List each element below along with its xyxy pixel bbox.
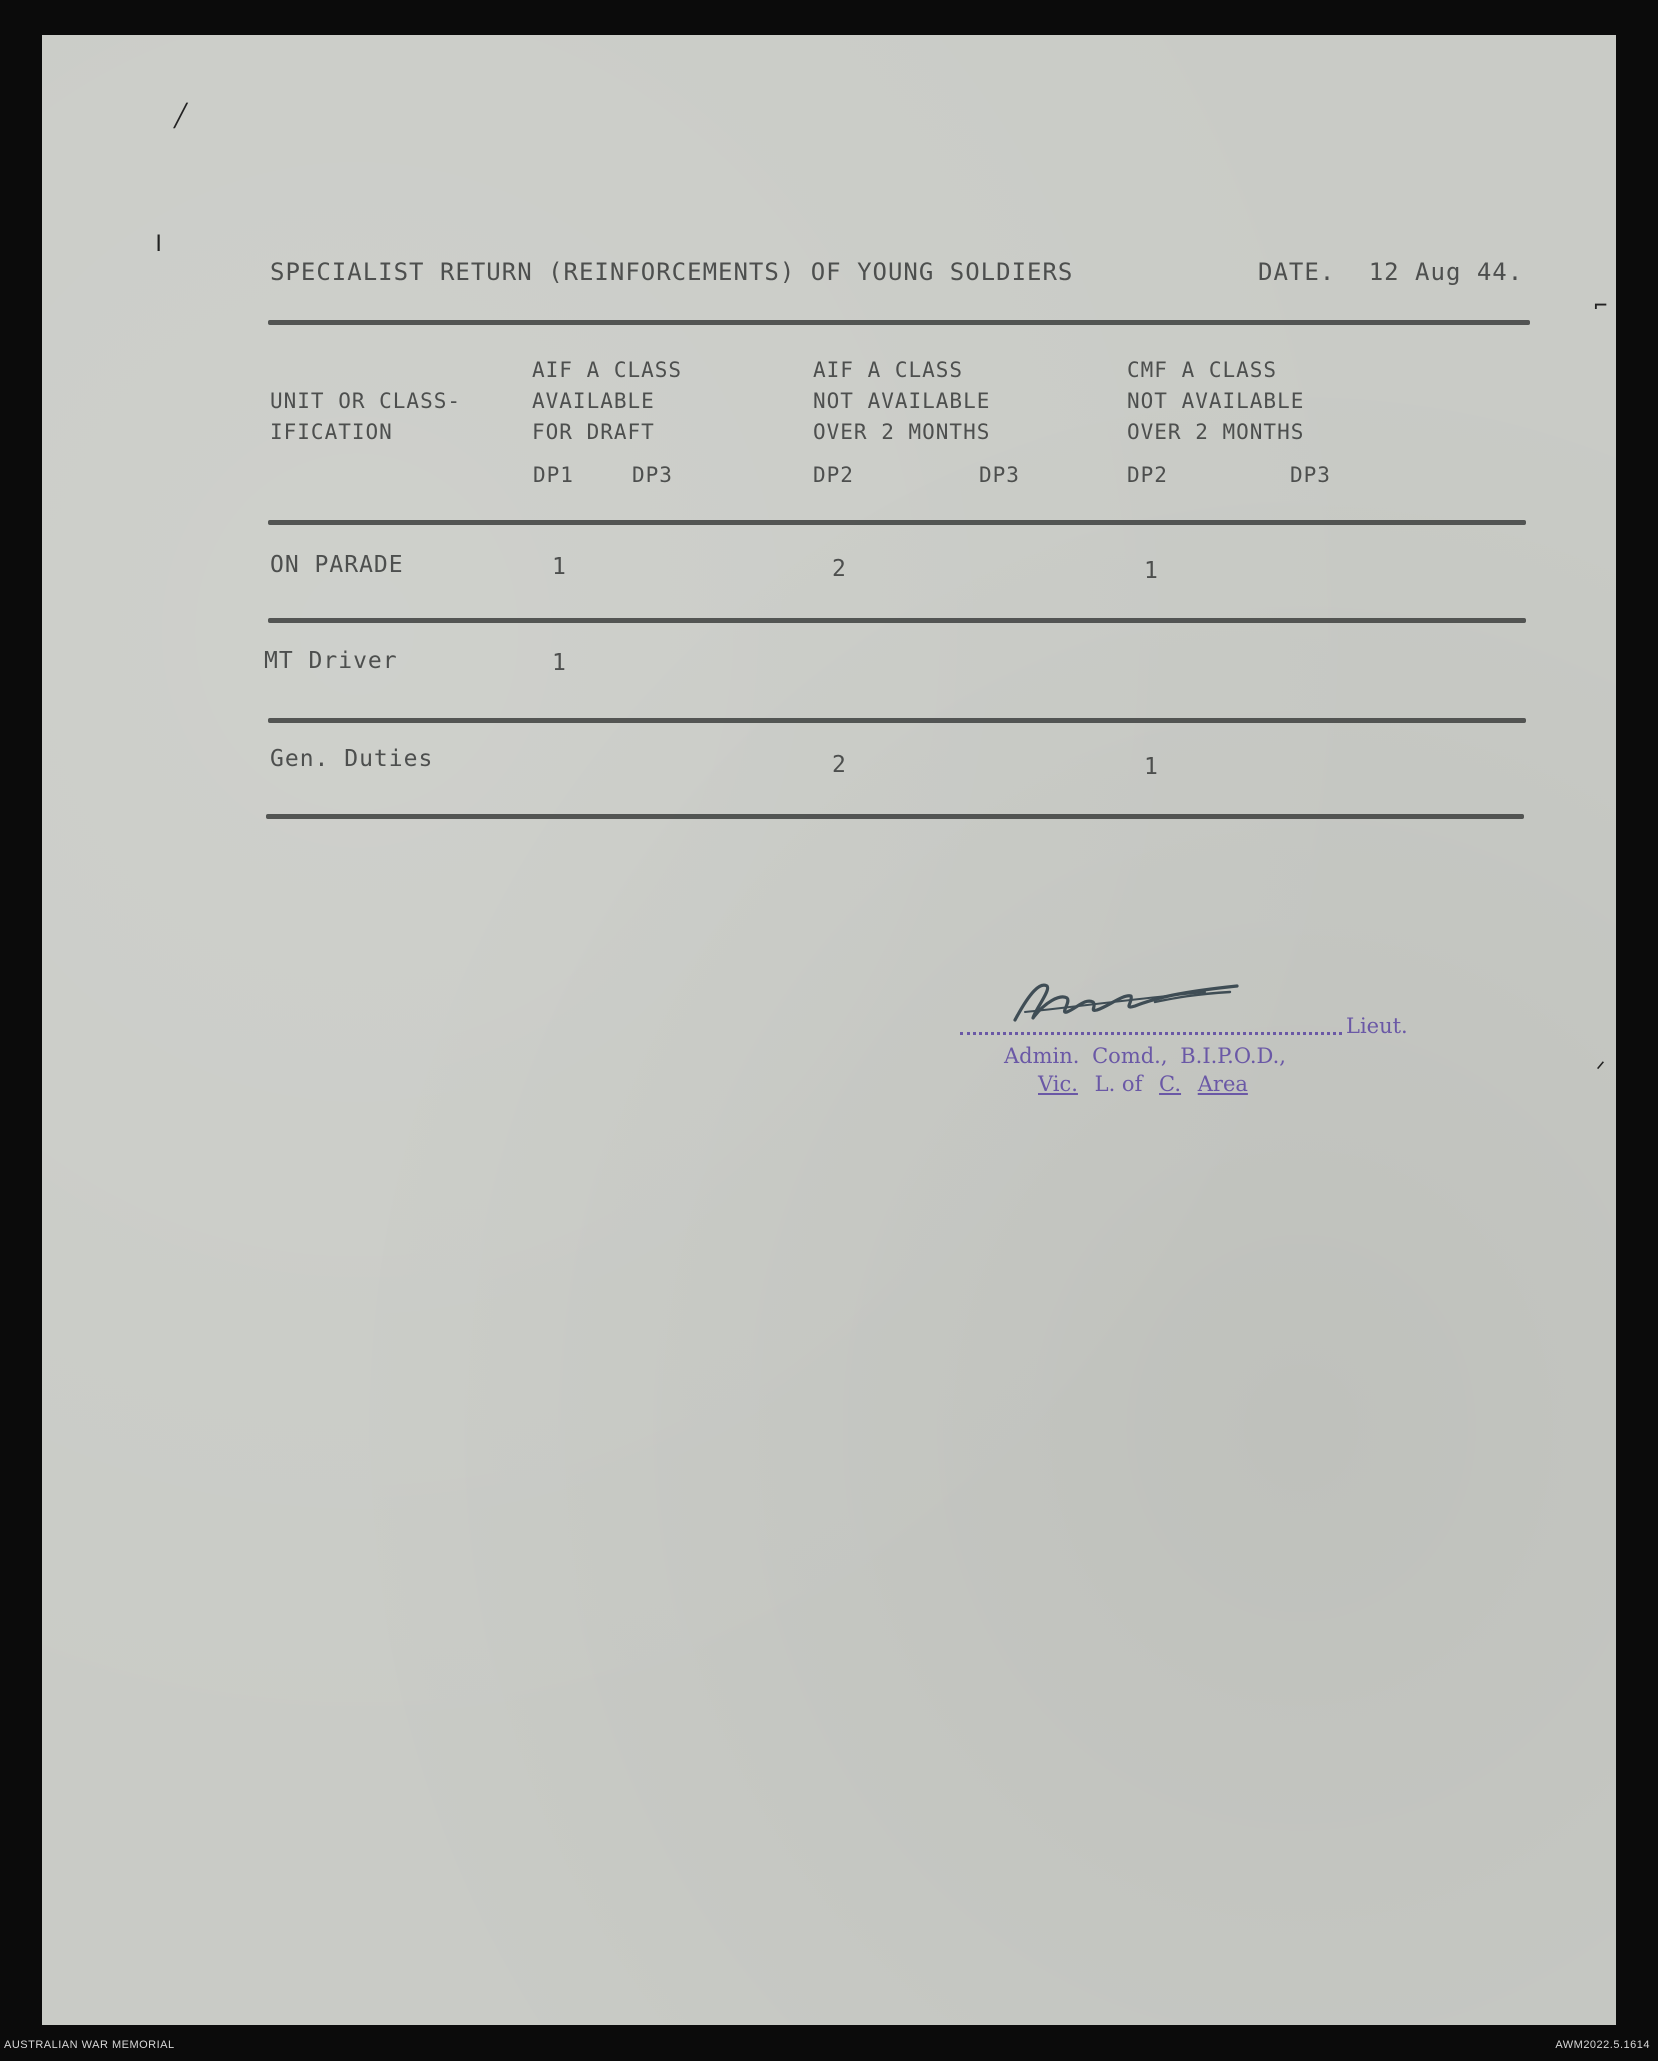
subheader-dp: DP1 [533,463,574,487]
row-label: ON PARADE [270,552,404,578]
footer-left: AUSTRALIAN WAR MEMORIAL [4,2039,175,2051]
column-header-unit: UNIT OR CLASS- IFICATION [270,389,462,444]
stamp-area: Area [1197,1072,1248,1096]
stamp-c: C. [1159,1072,1182,1096]
document-date [1258,258,1523,286]
stamp-dotted-line [960,1032,1342,1035]
table-rule [268,618,1526,623]
row-label: Gen. Duties [270,746,434,772]
document-title [270,258,1073,286]
pin-mark: ⌐ [1594,294,1608,319]
subheader-dp: DP3 [979,463,1020,487]
stamp-rank: Lieut. [1346,1014,1408,1038]
stamp-vic: Vic. [1038,1072,1078,1096]
pin-mark: ᐟ [1596,1058,1606,1083]
row-label: MT Driver [264,648,398,674]
pin-mark: ǀ [152,232,166,257]
date-label: DATE. [1258,258,1336,286]
column-header-aif-not-available: AIF A CLASS NOT AVAILABLE OVER 2 MONTHS [813,358,991,444]
signature [1005,972,1255,1032]
stamp-line1: Admin. Comd., B.I.P.O.D., [1004,1044,1286,1068]
date-value: 12 Aug 44. [1368,258,1524,286]
row-value: 2 [832,556,847,582]
row-value: 1 [552,650,567,676]
table-rule [268,320,1530,325]
table-rule [266,814,1524,819]
subheader-dp: DP3 [632,463,673,487]
subheader-dp: DP3 [1290,463,1331,487]
footer-right: AWM2022.5.1614 [1555,2039,1650,2051]
row-value: 1 [1144,558,1159,584]
table-rule [268,718,1526,723]
subheader-dp: DP2 [1127,463,1168,487]
row-value: 2 [832,752,847,778]
pin-mark: ╱ [174,104,188,129]
column-header-aif-available: AIF A CLASS AVAILABLE FOR DRAFT [532,358,683,444]
stamp-line2 [1038,1072,1248,1096]
table-rule [268,520,1526,525]
row-value: 1 [552,554,567,580]
subheader-dp: DP2 [813,463,854,487]
column-header-cmf-not-available: CMF A CLASS NOT AVAILABLE OVER 2 MONTHS [1127,358,1305,444]
title-heading: SPECIALIST RETURN (REINFORCEMENTS) OF YOUNG SOLDIERS [270,258,1074,286]
stamp-lof: L. of [1094,1072,1143,1096]
row-value: 1 [1144,754,1159,780]
